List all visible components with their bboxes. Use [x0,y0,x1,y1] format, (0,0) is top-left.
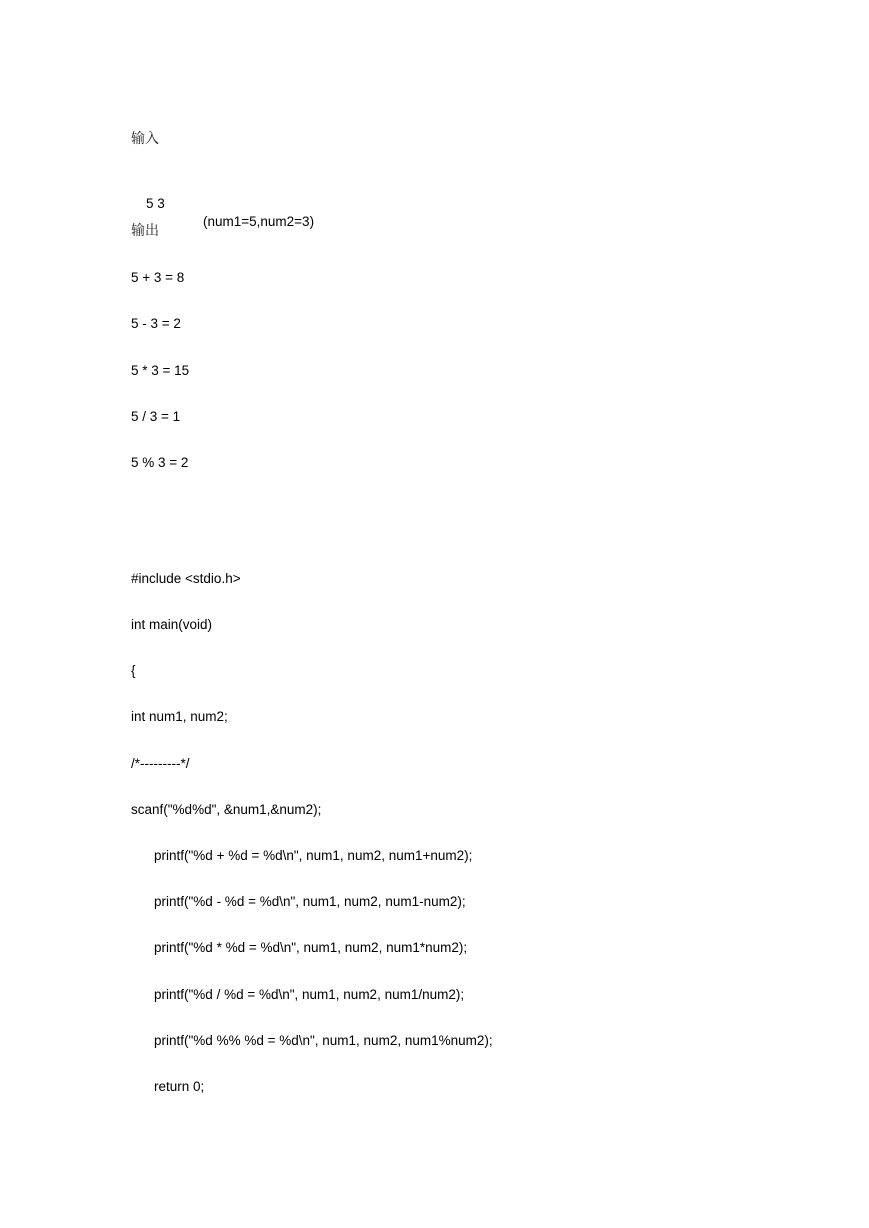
input-values: 5 3 [146,196,165,211]
code-line: #include <stdio.h> [131,571,241,586]
code-line: printf("%d %% %d = %d\n", num1, num2, num1%num2); [154,1033,493,1048]
code-line: int num1, num2; [131,709,228,724]
output-heading: 输出 [131,223,159,239]
output-line: 5 * 3 = 15 [131,363,190,378]
code-line: scanf("%d%d", &num1,&num2); [131,802,322,817]
code-line: printf("%d * %d = %d\n", num1, num2, num1*num2); [154,940,468,955]
output-line: 5 - 3 = 2 [131,316,181,331]
code-line: return 0; [154,1079,205,1094]
output-line: 5 % 3 = 2 [131,455,189,470]
input-note: (num1=5,num2=3) [203,214,315,229]
output-line: 5 + 3 = 8 [131,270,185,285]
output-line: 5 / 3 = 1 [131,409,181,424]
code-line: { [131,663,136,678]
input-heading: 输入 [131,131,159,147]
code-line: printf("%d / %d = %d\n", num1, num2, num1/num2); [154,987,465,1002]
code-line: printf("%d + %d = %d\n", num1, num2, num1+num2); [154,848,473,863]
code-line: int main(void) [131,617,213,632]
code-line: /*---------*/ [131,756,190,771]
code-line: printf("%d - %d = %d\n", num1, num2, num1-num2); [154,894,466,909]
